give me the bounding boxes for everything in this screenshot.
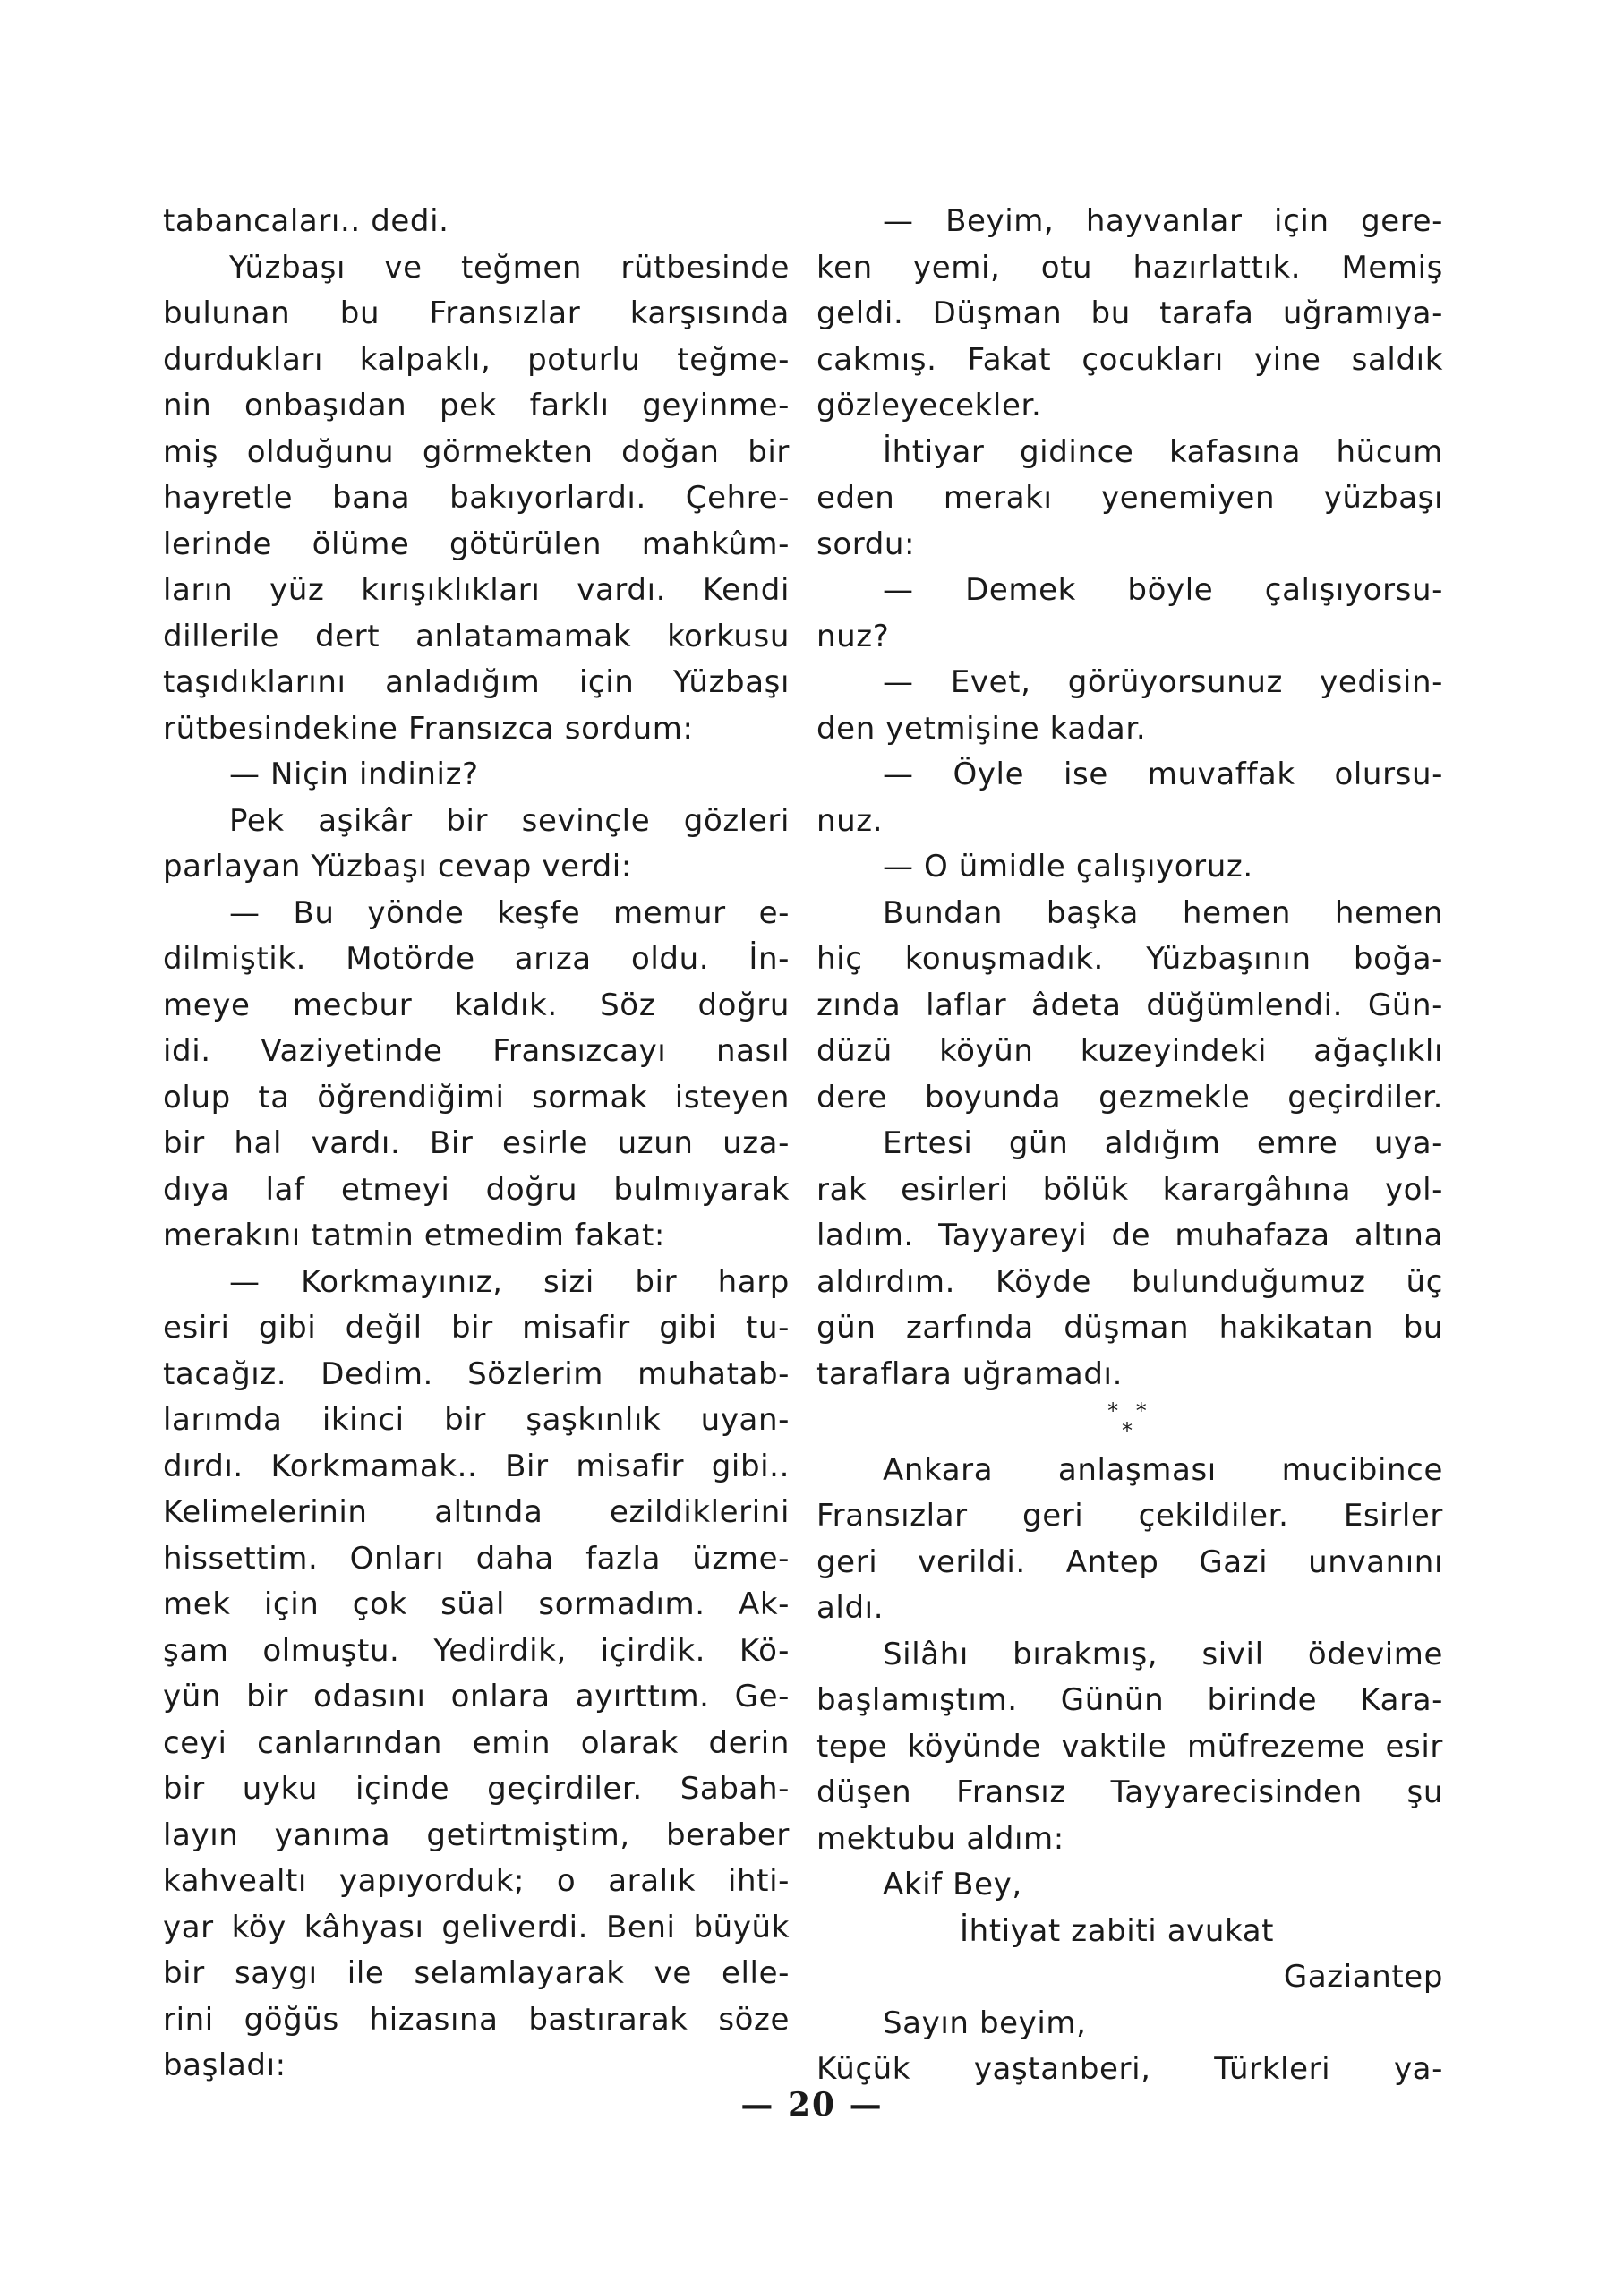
right-text-column xyxy=(816,199,1443,2093)
text-line: Akif Bey, xyxy=(883,1867,1022,1902)
text-line: nuz. xyxy=(816,802,884,839)
text-line: bulunan bu Fransızlar karşısında xyxy=(163,295,790,331)
text-line: tabancaları.. dedi. xyxy=(163,203,449,239)
text-line: esiri gibi değil bir misafir gibi tu- xyxy=(163,1310,790,1346)
text-line: aldı. xyxy=(816,1590,885,1626)
text-line: dillerile dert anlatamamak korkusu xyxy=(163,618,790,654)
text-line: sordu: xyxy=(816,526,916,562)
text-line: taşıdıklarını anladığım için Yüzbaşı xyxy=(163,664,790,700)
text-line: başlamıştım. Günün birinde Kara- xyxy=(816,1682,1443,1718)
text-line: Silâhı bırakmış, sivil ödevime xyxy=(883,1636,1443,1672)
text-line: meye mecbur kaldık. Söz doğru xyxy=(163,987,790,1023)
text-line: düşen Fransız Tayyarecisinden şu xyxy=(816,1774,1443,1810)
text-line: hiç konuşmadık. Yüzbaşının boğa- xyxy=(816,941,1443,977)
text-line: ken yemi, otu hazırlattık. Memiş xyxy=(816,249,1443,286)
text-line: İhtiyat zabiti avukat xyxy=(960,1912,1275,1949)
text-line: Gaziantep xyxy=(1283,1959,1443,1995)
text-line: bir hal vardı. Bir esirle uzun uza- xyxy=(163,1125,790,1161)
text-line: Kelimelerinin altında ezildiklerini xyxy=(163,1494,790,1530)
left-text-column xyxy=(163,199,790,2090)
text-line: — Niçin indiniz? xyxy=(229,757,479,792)
text-line: gözleyecekler. xyxy=(816,388,1042,423)
text-line: dırdı. Korkmamak.. Bir misafir gibi.. xyxy=(163,1448,790,1484)
text-line: ladım. Tayyareyi de muhafaza altına xyxy=(816,1218,1443,1253)
text-line: layın yanıma getirtmiştim, beraber xyxy=(163,1817,790,1853)
text-line: dilmiştik. Motörde arıza oldu. İn- xyxy=(163,941,790,977)
page-number: — 20 — xyxy=(740,2086,884,2124)
text-line: kahvealtı yapıyorduk; o aralık ihti- xyxy=(163,1863,790,1899)
text-line: gün zarfında düşman hakikatan bu xyxy=(816,1310,1443,1346)
text-line: — O ümidle çalışıyoruz. xyxy=(883,849,1253,885)
text-line: durdukları kalpaklı, poturlu teğme- xyxy=(163,341,790,378)
text-line: düzü köyün kuzeyindeki ağaçlıklı xyxy=(816,1033,1443,1069)
text-line: geri verildi. Antep Gazi unvanını xyxy=(816,1543,1443,1580)
text-line: idi. Vaziyetinde Fransızcayı nasıl xyxy=(163,1033,790,1069)
text-line: taraflara uğramadı. xyxy=(816,1355,1123,1392)
text-line: zında laflar âdeta düğümlendi. Gün- xyxy=(816,987,1443,1023)
text-line: Bundan başka hemen hemen xyxy=(883,894,1443,931)
text-line: merakını tatmin etmedim fakat: xyxy=(163,1218,665,1253)
text-line: — Beyim, hayvanlar için gere- xyxy=(883,203,1443,239)
text-line: rak esirleri bölük karargâhına yol- xyxy=(816,1171,1443,1208)
text-line: eden merakı yenemiyen yüzbaşı xyxy=(816,480,1443,516)
text-line: mektubu aldım: xyxy=(816,1820,1064,1857)
text-line: larımda ikinci bir şaşkınlık uyan- xyxy=(163,1402,790,1438)
text-line: dıya laf etmeyi doğru bulmıyarak xyxy=(163,1171,790,1208)
text-line: miş olduğunu görmekten doğan bir xyxy=(163,433,790,470)
text-line: başladı: xyxy=(163,2047,286,2083)
text-line: Yüzbaşı ve teğmen rütbesinde xyxy=(229,249,790,286)
text-line: bir saygı ile selamlayarak ve elle- xyxy=(163,1955,790,1991)
text-line: tacağız. Dedim. Sözlerim muhatab- xyxy=(163,1355,790,1392)
text-line: lerinde ölüme götürülen mahkûm- xyxy=(163,526,790,562)
text-line: aldırdım. Köyde bulunduğumuz üç xyxy=(816,1263,1443,1300)
text-line: — Korkmayınız, sizi bir harp xyxy=(229,1263,790,1300)
text-line: cakmış. Fakat çocukları yine saldık xyxy=(816,341,1443,378)
text-line: — Bu yönde keşfe memur e- xyxy=(229,894,790,931)
text-line: — Evet, görüyorsunuz yedisin- xyxy=(883,664,1443,700)
text-line: şam olmuştu. Yedirdik, içirdik. Kö- xyxy=(163,1632,790,1669)
text-line: Fransızlar geri çekildiler. Esirler xyxy=(816,1498,1443,1534)
text-line: tepe köyünde vaktile müfrezeme esir xyxy=(816,1728,1443,1765)
text-line: rini göğüs hizasına bastırarak söze xyxy=(163,2001,790,2038)
section-divider-asterisks: * * * xyxy=(1107,1398,1152,1443)
text-line: Ertesi gün aldığım emre uya- xyxy=(883,1125,1443,1161)
text-line: nuz? xyxy=(816,618,890,654)
text-line: yar köy kâhyası geliverdi. Beni büyük xyxy=(163,1909,790,1945)
text-line: bir uyku içinde geçirdiler. Sabah- xyxy=(163,1771,790,1807)
text-line: olup ta öğrendiğimi sormak isteyen xyxy=(163,1079,790,1116)
text-line: hayretle bana bakıyorlardı. Çehre- xyxy=(163,480,790,516)
text-line: rütbesindekine Fransızca sordum: xyxy=(163,710,694,747)
text-line: yün bir odasını onlara ayırttım. Ge- xyxy=(163,1679,790,1714)
text-line: Sayın beyim, xyxy=(883,2005,1087,2041)
text-line: ların yüz kırışıklıkları vardı. Kendi xyxy=(163,572,790,608)
text-line: Küçük yaştanberi, Türkleri ya- xyxy=(816,2051,1443,2087)
text-line: hissettim. Onları daha fazla üzme- xyxy=(163,1540,790,1577)
text-line: mek için çok süal sormadım. Ak- xyxy=(163,1586,790,1622)
text-line: İhtiyar gidince kafasına hücum xyxy=(883,433,1443,470)
text-line: — Öyle ise muvaffak olursu- xyxy=(883,757,1443,792)
text-line: geldi. Düşman bu tarafa uğramıya- xyxy=(816,295,1443,331)
text-line: ceyi canlarından emin olarak derin xyxy=(163,1724,790,1761)
text-line: parlayan Yüzbaşı cevap verdi: xyxy=(163,849,632,885)
text-line: dere boyunda gezmekle geçirdiler. xyxy=(816,1079,1443,1116)
text-line: — Demek böyle çalışıyorsu- xyxy=(883,572,1443,608)
text-line: Pek aşikâr bir sevinçle gözleri xyxy=(229,802,790,839)
text-line: nin onbaşıdan pek farklı geyinme- xyxy=(163,388,790,423)
text-line: Ankara anlaşması mucibince xyxy=(883,1451,1443,1488)
text-line: den yetmişine kadar. xyxy=(816,710,1147,747)
